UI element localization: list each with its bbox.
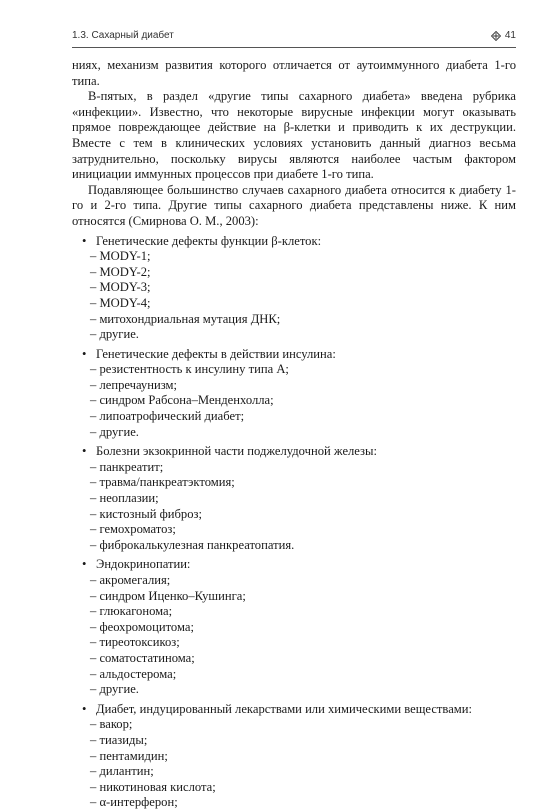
body-text xyxy=(72,58,516,811)
list-group xyxy=(72,347,516,441)
list-group-title: Болезни экзокринной части поджелудочной железы: xyxy=(96,444,377,459)
list-item: – MODY-1; xyxy=(90,249,516,265)
header-rule xyxy=(72,47,516,48)
list-item: – гемохроматоз; xyxy=(90,522,516,538)
list-item: – тиреотоксикоз; xyxy=(90,635,516,651)
list-item: – α-интерферон; xyxy=(90,795,516,811)
list-item: – другие. xyxy=(90,425,516,441)
list-group-title: Генетические дефекты функции β-клеток: xyxy=(96,233,322,248)
list-items xyxy=(72,717,516,811)
list-item: – вакор; xyxy=(90,717,516,733)
list-item: – травма/панкреатэктомия; xyxy=(90,475,516,491)
list-item: – альдостерома; xyxy=(90,667,516,683)
list-item: – лепречаунизм; xyxy=(90,378,516,394)
list-item: – тиазиды; xyxy=(90,733,516,749)
list-group xyxy=(72,702,516,811)
list-item: – кистозный фиброз; xyxy=(90,507,516,523)
paragraph-infections: В-пятых, в раздел «другие типы сахарного диабета» введена рубрика «инфекции». Известно, что некоторые вирусные инфекции могут оказывать прямое повреждающее действие на β-клетки и приводить к их деструкции. Вместе с тем в клинических условиях установить данный диагноз весьма затруднительно, поскольку вирусы являются наиболее частым фактором инициации иммунных процессов при диабете 1-го типа. xyxy=(72,89,516,182)
bullet-icon: • xyxy=(82,444,87,459)
list-group-heading xyxy=(82,557,516,573)
list-item: – MODY-2; xyxy=(90,265,516,281)
list-item: – митохондриальная мутация ДНК; xyxy=(90,312,516,328)
list-item: – синдром Рабсона–Менденхолла; xyxy=(90,393,516,409)
list-item: – глюкагонома; xyxy=(90,604,516,620)
list-item: – другие. xyxy=(90,682,516,698)
list-group xyxy=(72,444,516,553)
list-group-heading xyxy=(82,702,516,718)
list-item: – синдром Иценко–Кушинга; xyxy=(90,589,516,605)
list-group-title: Диабет, индуцированный лекарствами или химическими веществами: xyxy=(96,701,473,716)
list-group xyxy=(72,234,516,343)
paragraph-other-types-intro: Подавляющее большинство случаев сахарного диабета относится к диабету 1-го и 2-го типа. Другие типы сахарного диабета представлены ниже. К ним относятся (Смирнова О. М., 2003): xyxy=(72,182,516,228)
list-item: – липоатрофический диабет; xyxy=(90,409,516,425)
list-item: – феохромоцитома; xyxy=(90,620,516,636)
list-group xyxy=(72,557,516,697)
list-item: – резистентность к инсулину типа А; xyxy=(90,362,516,378)
bullet-icon: • xyxy=(82,346,87,361)
diamond-cross-icon xyxy=(491,31,501,41)
bullet-icon: • xyxy=(82,701,87,716)
section-title: 1.3. Сахарный диабет xyxy=(72,30,174,41)
list-item: – другие. xyxy=(90,327,516,343)
list-group-title: Генетические дефекты в действии инсулина: xyxy=(96,346,336,361)
paragraph-continued: ниях, механизм развития которого отличается от аутоиммунного диабета 1-го типа. xyxy=(72,58,516,88)
running-header xyxy=(72,27,516,45)
page-number-block xyxy=(491,30,516,41)
list-group-title: Эндокринопатии: xyxy=(96,557,191,572)
page-number: 41 xyxy=(504,30,516,41)
list-item: – MODY-3; xyxy=(90,280,516,296)
list-items xyxy=(72,460,516,554)
list-item: – никотиновая кислота; xyxy=(90,780,516,796)
list-item: – неоплазии; xyxy=(90,491,516,507)
list-item: – панкреатит; xyxy=(90,460,516,476)
list-group-heading xyxy=(82,444,516,460)
list-items xyxy=(72,362,516,440)
bullet-icon: • xyxy=(82,233,87,248)
list-item: – пентамидин; xyxy=(90,749,516,765)
list-group-heading xyxy=(82,234,516,250)
list-item: – фиброкалькулезная панкреатопатия. xyxy=(90,538,516,554)
bullet-icon: • xyxy=(82,557,87,572)
list-item: – соматостатинома; xyxy=(90,651,516,667)
list-items xyxy=(72,573,516,698)
list-item: – акромегалия; xyxy=(90,573,516,589)
list-items xyxy=(72,249,516,343)
list-item: – дилантин; xyxy=(90,764,516,780)
list-group-heading xyxy=(82,347,516,363)
classification-list xyxy=(72,234,516,811)
list-item: – MODY-4; xyxy=(90,296,516,312)
